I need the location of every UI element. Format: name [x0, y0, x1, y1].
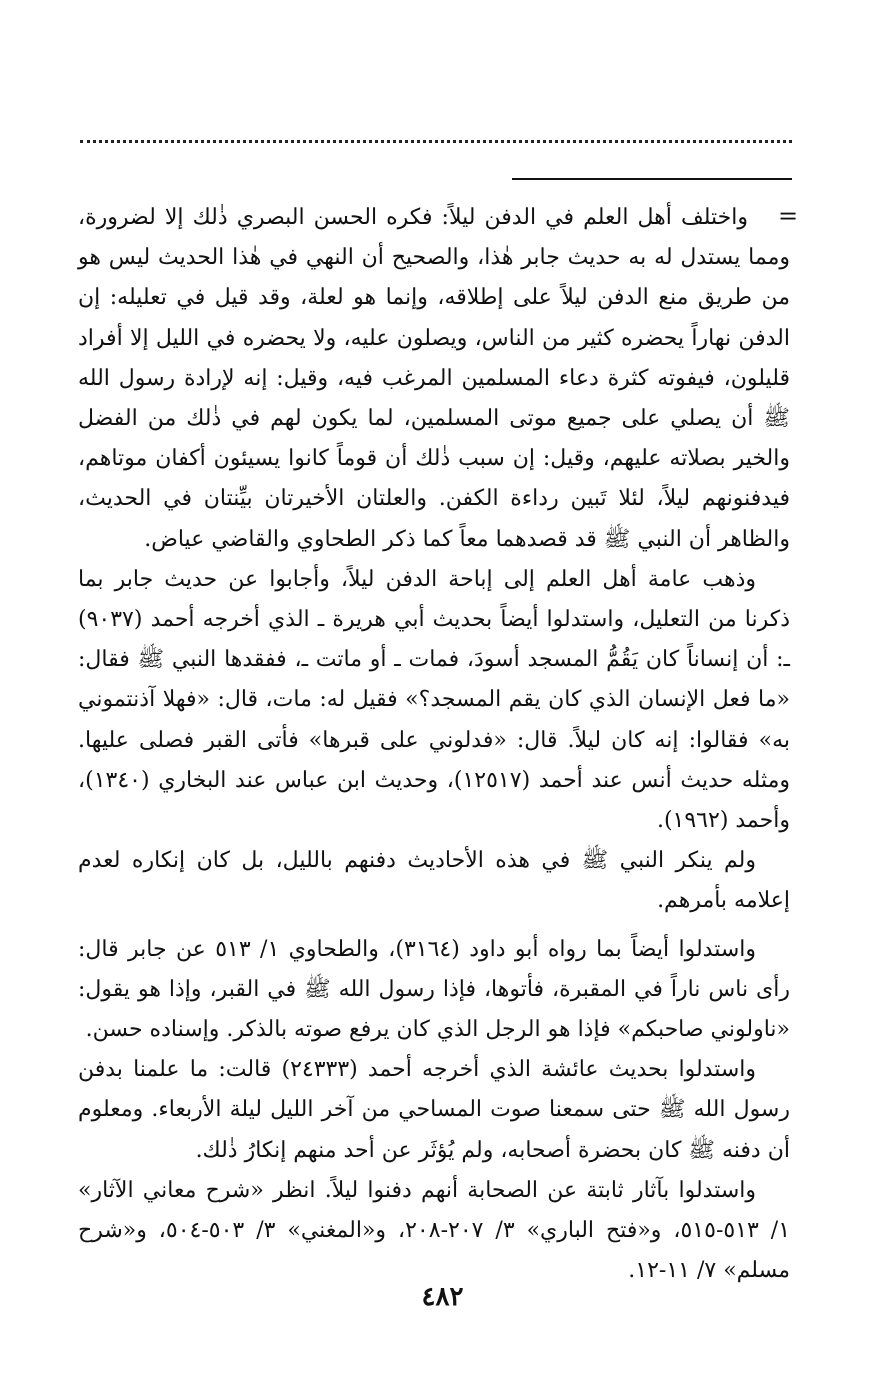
continuation-mark: =: [778, 202, 799, 230]
paragraph-4: واستدلوا أيضاً بما رواه أبو داود (٣١٦٤)، والطحاوي ١/ ٥١٣ عن جابر قال: رأى ناس ناراً في المقبرة، فأتوها، فإذا رسول الله ﷺ في القبر، وإذا هو يقول: «ناولوني صاحبكم» فإذا هو الرجل الذي كان يرفع صوته بالذكر. وإسناده حسن.: [78, 936, 790, 1043]
paragraph-1: واختلف أهل العلم في الدفن ليلاً: فكره الحسن البصري ذٰلك إلا لضرورة، ومما يستدل له به حديث جابر هٰذا، والصحيح أن النهي في هٰذا الحديث ليس هو من طريق منع الدفن ليلاً على إطلاقه، وإنما هو لعلة، وقد قيل في تعليله: إن الدفن نهاراً يحضره كثير من الناس، ويصلون عليه، ولا يحضره في الليل إلا أفراد قليلون، فيفوته كثرة دعاء المسلمين المرغب فيه، وقيل: إنه لإرادة رسول الله ﷺ أن يصلي على جميع موتى المسلمين، لما يكون لهم في ذٰلك من الفضل والخير بصلاته عليهم، وقيل: إن سبب ذٰلك أن قوماً كانوا يسيئون أكفان موتاهم، فيدفنونهم ليلاً، لئلا تَبين رداءة الكفن. والعلتان الأخيرتان بيِّنتان في الحديث، والظاهر أن النبي ﷺ قد قصدهما معاً كما ذكر الطحاوي والقاضي عياض.: [78, 205, 790, 552]
footnote-body: [78, 198, 790, 1291]
footnote-rule: [512, 178, 792, 180]
paragraph-2: وذهب عامة أهل العلم إلى إباحة الدفن ليلاً، وأجابوا عن حديث جابر بما ذكرنا من التعليل، واستدلوا أيضاً بحديث أبي هريرة ـ الذي أخرجه أحمد (٩٠٣٧) ـ: أن إنساناً كان يَقُمُّ المسجد أسودَ، فمات ـ أو ماتت ـ، ففقدها النبي ﷺ فقال: «ما فعل الإنسان الذي كان يقم المسجد؟» فقيل له: مات، قال: «فهلا آذنتموني به» فقالوا: إنه كان ليلاً. قال: «فدلوني على قبرها» فأتى القبر فصلى عليها. ومثله حديث أنس عند أحمد (١٢٥١٧)، وحديث ابن عباس عند البخاري (١٣٤٠)، وأحمد (١٩٦٢).: [78, 566, 791, 834]
paragraph-5: واستدلوا بحديث عائشة الذي أخرجه أحمد (٢٤٣٣٣) قالت: ما علمنا بدفن رسول الله ﷺ حتى سمعنا صوت المساحي من آخر الليل ليلة الأربعاء. ومعلوم أن دفنه ﷺ كان بحضرة أصحابه، ولم يُؤثَر عن أحد منهم إنكارُ ذٰلك.: [78, 1057, 790, 1163]
dotted-separator: [80, 140, 792, 143]
paragraph-3: ولم ينكر النبي ﷺ في هذه الأحاديث دفنهم بالليل، بل كان إنكاره لعدم إعلامه بأمرهم.: [78, 848, 790, 914]
page-number: ٤٨٢: [421, 1282, 464, 1312]
paragraph-6: واستدلوا بآثار ثابتة عن الصحابة أنهم دفنوا ليلاً. انظر «شرح معاني الآثار» ١/ ٥١٣-٥١٥، و«فتح الباري» ٣/ ٢٠٧-٢٠٨، و«المغني» ٣/ ٥٠٣-٥٠٤، و«شرح مسلم» ٧/ ١١-١٢.: [78, 1177, 791, 1284]
